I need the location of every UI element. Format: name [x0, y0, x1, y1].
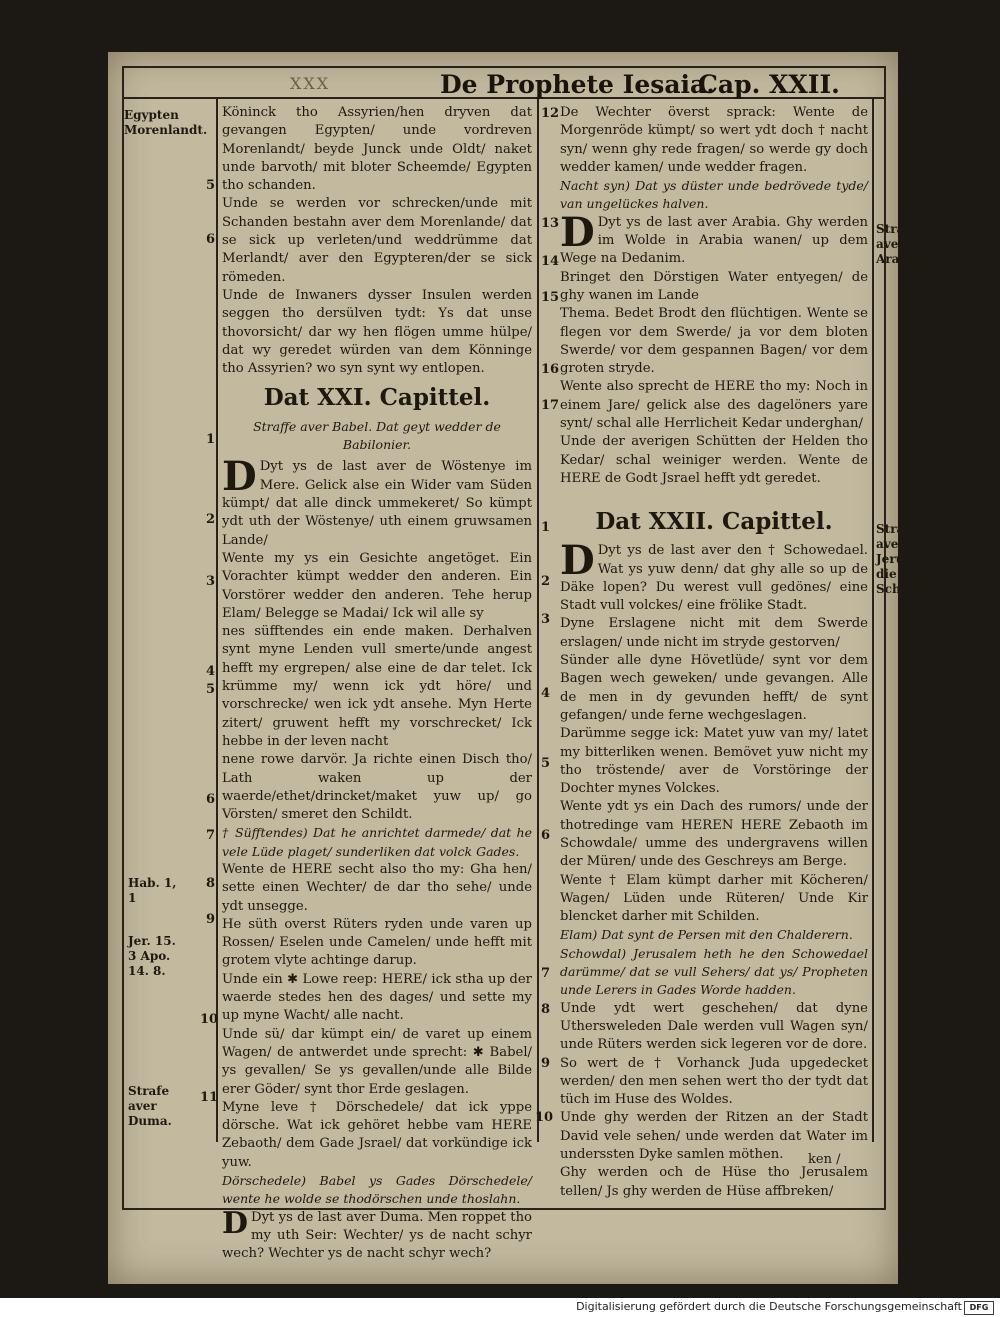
footer-credit: Digitalisierung gefördert durch die Deutsche Forschungsgemeinschaft — [576, 1300, 962, 1313]
verse-text: De Wechter överst sprack: Wente de Morgenröde kümpt/ so wert ydt doch † nacht syn/ wenn ghy rede fragen/ so werde gy doch wedder kamen/ unde wedder fragen. — [560, 105, 868, 175]
verse-number: 17 — [541, 398, 560, 413]
drop-capital: D — [560, 537, 595, 585]
verse-number: 9 — [541, 1056, 551, 1071]
verse-text: So wert de † Vorhanck Juda upgedecket werden/ den men sehen wert tho der tydt dat tüch im Huse des Woldes. — [560, 1055, 868, 1108]
verse-number: 6 — [206, 792, 216, 807]
verse-text: D Dyt ys de last aver Arabia. Ghy werden im Wolde in Arabia wanen/ up dem Wege na Dedanim. — [560, 208, 868, 267]
verse-number: 7 — [206, 828, 216, 843]
verse-text: Dyne Erslagene nicht mit dem Swerde erslagen/ unde nicht im stryde gestorven/ — [560, 616, 868, 650]
verse-text: Unde sü/ dar kümpt ein/ de varet up einem Wagen/ de antwerdet unde sprecht: ✱ Babel/ ys gevallen/ Se ys gevallen/unde alle Bilde erer Göder/ synt thor Erde geslagen. — [222, 1026, 532, 1097]
verse-number: 7 — [541, 966, 551, 981]
verse-number: 8 — [206, 876, 216, 891]
verse-number: 5 — [541, 756, 551, 771]
verse-number: 15 — [541, 290, 560, 305]
verse-number: 5 — [206, 178, 216, 193]
dfg-logo: DFG — [964, 1301, 994, 1315]
right-text-column — [560, 104, 868, 1201]
verse-number: 10 — [200, 1012, 219, 1027]
verse-text: Sünder alle dyne Hövetlüde/ synt vor dem Bagen wech geweken/ unde gevangen. Alle de men in dy gevunden hefft/ de synt gefangen/ unde ferne wechgeslagen. — [560, 653, 868, 723]
verse-number: 3 — [206, 574, 216, 589]
verse-text: Myne leve † Dörschedele/ dat ick yppe dörsche. Wat ick gehöret hebbe vam HERE Zebaoth/ dem Gade Jsrael/ dat vorkündige ick yuw. — [222, 1099, 532, 1170]
verse-text: nes süfftendes ein ende maken. Derhalven synt myne Lenden vull smerte/unde angest hefft my ergrepen/ alse eine de dar telet. Ick krümme my/ wenn ick ydt höre/ und vorschrecke/ wen ick ydt ansehe. Myn Herte zitert/ gruwent hefft my vorschrecket/ Ick hebbe in der leven nacht — [222, 624, 532, 749]
verse-text: D Dyt ys de last aver de Wöstenye im Mere. Gelick alse ein Wider vam Süden kümpt/ dat alle dinck ummekeret/ So kümpt ydt uth der Wöstenye/ uth einem gruwsamen Lande/ — [222, 453, 532, 548]
verse-number: 14 — [541, 254, 560, 269]
verse-text: Unde se werden vor schrecken/unde mit Schanden bestahn aver dem Morenlande/ dat se sick up verleten/und weddrümme dat Merlandt/ aver den Egypteren/der se sick römeden. — [222, 196, 532, 285]
footer-bar — [0, 1298, 1000, 1317]
verse-text: Wente † Elam kümpt darher mit Köcheren/ Wagen/ Lüden unde Rüteren/ Unde Kir blencket darher mit Schilden. — [560, 872, 868, 925]
catchword: ken / — [808, 1152, 841, 1167]
margin-note-jerusalem: Straffe aver Jerusalem die Schowdael. — [876, 522, 952, 596]
page-number: XXX — [290, 74, 331, 93]
chapter-heading-21: Dat XXI. Capittel. — [263, 384, 491, 412]
verse-text: Wente ydt ys ein Dach des rumors/ unde der thotredinge vam HEREN HERE Zebaoth im Schowdale/ umme des undergravens willen der Müren/ unde des Geschreys am Berge. — [560, 799, 868, 870]
drop-capital: D — [222, 1205, 249, 1241]
verse-text: D Dyt ys de last aver den † Schowedael. Wat ys yuw denn/ dat ghy alle so up de Däke lopen? Du werest vull gedönes/ eine Stadt vull volckes/ eine frölike Stadt. — [560, 537, 868, 614]
margin-ref-hab: Hab. 1, 1 — [128, 876, 177, 905]
verse-number: 6 — [541, 828, 551, 843]
verse-text: D Dyt ys de last aver Duma. Men roppet tho my uth Seir: Wechter/ ys de nacht schyr wech? Wechter ys de nacht schyr wech? — [222, 1205, 532, 1262]
verse-number: 12 — [541, 106, 560, 121]
chapter-reference: Cap. XXII. — [698, 70, 840, 99]
verse-text: Unde ydt wert geschehen/ dat dyne Uthersweleden Dale werden vull Wagen syn/ unde Rüters werden sick legeren vor de dore. — [560, 1000, 868, 1053]
verse-number: 5 — [206, 682, 216, 697]
verse-text: Wente also sprecht de HERE tho my: Noch in einem Jare/ gelick alse des dagelöners yare synt/ schal alle Herrlicheit Kedar underghan/ — [560, 379, 868, 432]
chapter-heading-22: Dat XXII. Capittel. — [595, 508, 833, 536]
verse-text: Köninck tho Assyrien/hen dryven dat gevangen Egypten/ unde vordreven Morenlandt/ beyde Junck unde Oldt/ naket unde barvoth/ mit bloter Scheemde/ Egypten tho schanden. — [222, 105, 532, 194]
verse-number: 2 — [541, 574, 551, 589]
verse-number: 4 — [206, 664, 216, 679]
verse-text: nene rowe darvör. Ja richte einen Disch tho/ Lath waken up der waerde/ethet/drincket/maket yuw up/ go Vörsten/ smeret den Schildt. — [222, 752, 532, 823]
verse-text: Unde ein ✱ Lowe reep: HERE/ ick stha up der waerde stedes hen des dages/ und sette my up myne Wacht/ alle nacht. — [222, 971, 532, 1024]
verse-number: 11 — [200, 1090, 219, 1105]
verse-text: Unde de Inwaners dysser Insulen werden seggen tho dersülven tydt: Ys dat unse thovorsicht/ dar wy hen flögen umme hülpe/ dat wy geredet würden van dem Könninge tho Assyrien? wo syn synt wy entlopen. — [222, 287, 532, 377]
verse-text: Unde der averigen Schütten der Helden tho Kedar/ schal weiniger werden. Wente de HERE de Godt Jsrael hefft ydt geredet. — [560, 434, 868, 486]
verse-number: 6 — [206, 232, 216, 247]
left-text-column — [222, 104, 532, 1264]
verse-number: 8 — [541, 1002, 551, 1017]
verse-text: Darümme segge ick: Matet yuw van my/ latet my bitterliken wenen. Bemövet yuw nicht my tho tröstende/ aver de Vorstöringe der Dochter mynes Volckes. — [560, 726, 868, 797]
margin-note-egypten: Egypten Morenlandt. — [124, 108, 208, 137]
right-margin-rule — [872, 97, 874, 1142]
verse-text: Thema. Bedet Brodt den flüchtigen. Wente se flegen vor dem Swerde/ ja vor dem bloten Swerde/ vor dem gespannen Bagen/ vor dem groten stryde. — [560, 306, 868, 377]
verse-text: Ghy werden och de Hüse tho Jerusalem tellen/ Js ghy werden de Hüse affbreken/ — [560, 1165, 868, 1199]
verse-text: He süth overst Rüters ryden unde varen up Rossen/ Eselen unde Camelen/ unde hefft mit grotem vlyte achtinge darup. — [222, 916, 532, 969]
verse-number: 1 — [206, 432, 216, 447]
chapter-summary: Straffe aver Babel. Dat geyt wedder de Babilonier. — [253, 419, 501, 453]
margin-ref-jer: Jer. 15. 3 Apo. 14. 8. — [128, 934, 176, 978]
verse-number: 10 — [535, 1110, 554, 1125]
gloss-note: † Süfftendes) Dat he anrichtet darmede/ dat he vele Lüde plaget/ sunderliken dat volck Gades. — [222, 825, 532, 859]
gloss-note: Elam) Dat synt de Persen mit den Chalderern. — [560, 927, 853, 943]
running-title: De Prophete Iesaia. — [440, 70, 715, 99]
verse-number: 1 — [541, 520, 551, 535]
verse-number: 9 — [206, 912, 216, 927]
left-margin-rule — [216, 97, 218, 1142]
column-divider-rule — [537, 97, 539, 1142]
verse-text: Wente de HERE secht also tho my: Gha hen/ sette einen Wechter/ de dar tho sehe/ unde ydt unsegge. — [222, 861, 532, 914]
margin-note-duma: Strafe aver Duma. — [128, 1084, 172, 1128]
drop-capital: D — [560, 208, 595, 256]
gloss-note: Dörschedele) Babel ys Gades Dörschedele/ wente he wolde se thodörschen unde thoslahn. — [222, 1173, 532, 1207]
verse-text: Bringet den Dörstigen Water entyegen/ de ghy wanen im Lande — [560, 269, 868, 303]
drop-capital: D — [222, 453, 257, 501]
verse-number: 4 — [541, 686, 551, 701]
gloss-note: Nacht syn) Dat ys düster unde bedrövede tyde/ van ungelückes halven. — [560, 178, 868, 212]
verse-number: 13 — [541, 216, 560, 231]
verse-number: 2 — [206, 512, 216, 527]
verse-number: 3 — [541, 612, 551, 627]
verse-text: Unde ghy werden der Ritzen an der Stadt David vele sehen/ unde werden dat Water im underssten Dyke samlen möthen. — [560, 1110, 868, 1163]
verse-number: 16 — [541, 362, 560, 377]
gloss-note: Schowdal) Jerusalem heth he den Schowedael darümme/ dat se vull Sehers/ dat ys/ Propheten unde Lerers in Gades Worde hadden. — [560, 945, 868, 998]
verse-text: Wente my ys ein Gesichte angetöget. Ein Vorachter kümpt wedder den anderen. Ein Vorstörer wedder den anderen. Tehe herup Elam/ Belegge se Madai/ Ick wil alle sy — [222, 550, 532, 621]
margin-note-arabia: Straffe aver Arabien. — [876, 222, 933, 266]
